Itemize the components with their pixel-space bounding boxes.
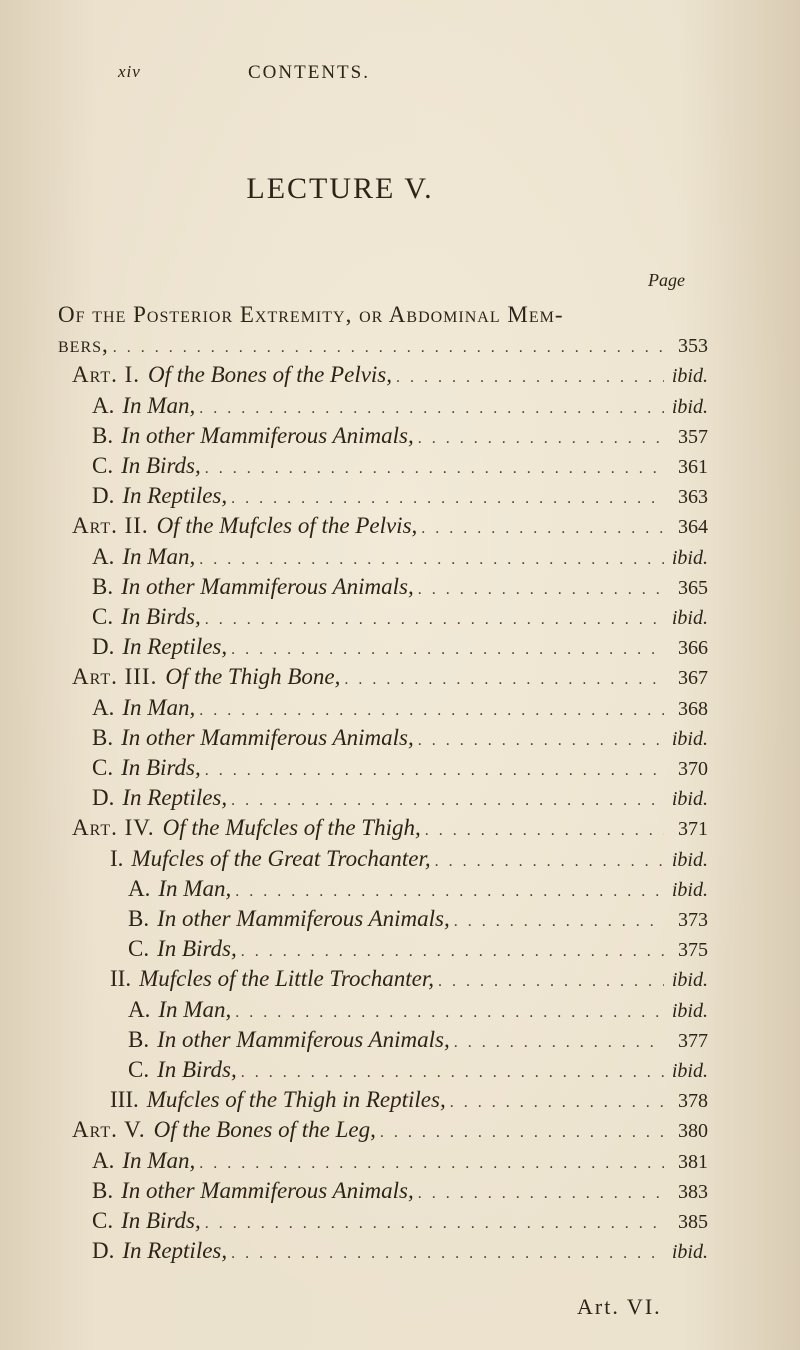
toc-entry-label: D. (92, 634, 115, 660)
dot-leader (231, 1239, 664, 1269)
toc-entry-page: 366 (678, 637, 708, 660)
toc-entry-text: Of the Bones of the Pelvis, (148, 362, 393, 388)
toc-entry-label: B. (92, 573, 114, 599)
toc-entry-label: C. (92, 755, 114, 780)
toc-entry-page: ibid. (671, 1241, 708, 1264)
toc-entry-label: D. (92, 483, 115, 509)
toc-entry-text: In other Mammiferous Animals, (121, 422, 414, 448)
dot-leader (235, 877, 664, 907)
toc-entry (128, 1055, 708, 1085)
toc-entry (92, 753, 708, 783)
toc-entry (92, 451, 708, 481)
toc-entry-text: In Birds, (157, 1057, 237, 1082)
toc-entry-page: ibid. (671, 365, 708, 388)
dot-leader (454, 1028, 664, 1058)
toc-entry (92, 572, 708, 602)
toc-entry-text: In Man, (122, 392, 196, 418)
toc-entry-page: 367 (678, 667, 708, 690)
dot-leader (241, 937, 664, 967)
toc-entry-label: B. (92, 724, 114, 750)
toc-entry-label: Art. V. (72, 1117, 146, 1143)
toc-entry (72, 511, 708, 541)
toc-entry-label: C. (92, 604, 114, 629)
dot-leader (380, 1118, 664, 1148)
toc-entry-text: bers, (58, 332, 109, 358)
dot-leader (454, 907, 664, 937)
toc-entry-text: Of the Mufcles of the Pelvis, (156, 513, 418, 539)
toc-entry (110, 1085, 708, 1115)
dot-leader (421, 514, 664, 544)
toc-entry (92, 391, 708, 421)
toc-entry-text: Mufcles of the Great Trochanter, (131, 845, 431, 871)
toc-entry-label: Art. I. (72, 362, 141, 388)
toc-entry-label: C. (128, 1057, 150, 1082)
toc-entry (92, 693, 708, 723)
dot-leader (199, 1149, 664, 1179)
toc-entry-page: 353 (678, 335, 708, 358)
toc-entry (128, 874, 708, 904)
catchword: Art. VI. (577, 1294, 662, 1319)
dot-leader (435, 847, 664, 877)
toc-entry-page: 383 (678, 1180, 708, 1203)
toc-entry-page: 375 (678, 939, 708, 962)
toc-entry-text: Of the Posterior Extremity, or Abdominal Mem- (58, 302, 564, 327)
dot-leader (396, 363, 664, 393)
page-column-label: Page (648, 270, 685, 290)
toc-entry-label: B. (128, 1026, 150, 1052)
toc-entry-page: ibid. (671, 727, 708, 750)
toc-entry-page: 365 (678, 576, 708, 599)
toc-entry-page: 368 (678, 697, 708, 720)
toc-entry (92, 723, 708, 753)
toc-entry-label: D. (92, 785, 115, 811)
toc-entry (110, 844, 708, 874)
toc-entry-label: Art. III. (72, 664, 158, 690)
toc-entry-text: In Birds, (121, 1208, 201, 1233)
toc-entry-page: 380 (678, 1120, 708, 1143)
toc-entry-text: In Man, (122, 543, 196, 569)
dot-leader (344, 665, 664, 695)
toc-entry-page: 371 (678, 818, 708, 841)
dot-leader (199, 394, 664, 424)
toc-entry-text: In Birds, (121, 755, 201, 780)
dot-leader (418, 575, 664, 605)
toc-entry-label: C. (92, 1208, 114, 1233)
toc-entry-text: Of the Bones of the Leg, (153, 1117, 376, 1143)
toc-entry (92, 1236, 708, 1266)
toc-entry (58, 330, 708, 360)
toc-entry (110, 964, 708, 994)
toc-entry-page: ibid. (671, 395, 708, 418)
toc-entry-text: In Birds, (157, 936, 237, 962)
toc-entry (72, 662, 708, 692)
dot-leader (241, 1058, 664, 1088)
toc-entry-label: I. (110, 845, 124, 871)
toc-entry-text: In Birds, (121, 604, 201, 629)
toc-entry-page: 377 (678, 1029, 708, 1052)
toc-entry-page: 361 (678, 456, 708, 478)
lecture-title: LECTURE V. (246, 172, 434, 205)
toc-entry-label: B. (128, 906, 150, 931)
toc-entry-text: In Reptiles, (122, 785, 228, 811)
toc-entry-text: In Man, (158, 996, 232, 1022)
toc-entry-page: 370 (678, 758, 708, 780)
toc-entry-text: Mufcles of the Little Trochanter, (139, 966, 435, 992)
dot-leader (113, 333, 664, 363)
toc-entry-page: ibid. (671, 969, 708, 992)
toc-entry-text: Of the Mufcles of the Thigh, (162, 815, 421, 841)
toc-entry (72, 360, 708, 390)
toc-entry (72, 813, 708, 843)
dot-leader (199, 696, 664, 726)
toc-entry-text: In Man, (122, 1147, 196, 1173)
toc-entry-page: 381 (678, 1150, 708, 1173)
toc-entry-label: C. (128, 936, 150, 962)
dot-leader (199, 545, 664, 575)
toc-entry (58, 300, 708, 330)
toc-entry-page: ibid. (671, 848, 708, 871)
toc-entry-label: II. (110, 966, 132, 992)
toc-entry-text: In Reptiles, (122, 1238, 228, 1264)
toc-entry-text: In other Mammiferous Animals, (157, 1026, 450, 1052)
toc-entry-label: A. (92, 392, 115, 418)
toc-entry (128, 995, 708, 1025)
dot-leader (205, 1209, 664, 1239)
toc-entry (72, 1115, 708, 1145)
dot-leader (418, 1179, 664, 1209)
folio-number: xiv (118, 62, 141, 81)
page-header (118, 62, 698, 102)
toc-entry (92, 542, 708, 572)
toc-entry-page: 357 (678, 425, 708, 448)
dot-leader (438, 967, 664, 997)
dot-leader (425, 816, 664, 846)
dot-leader (235, 998, 664, 1028)
toc-entry-text: In other Mammiferous Animals, (121, 573, 414, 599)
toc-entry-label: III. (110, 1087, 139, 1113)
dot-leader (205, 756, 664, 786)
toc-entry-text: In other Mammiferous Animals, (157, 906, 450, 931)
toc-entry-page: ibid. (671, 607, 708, 629)
dot-leader (205, 454, 664, 484)
toc-entry-text: In other Mammiferous Animals, (121, 1177, 414, 1203)
dot-leader (418, 726, 664, 756)
toc-entry (128, 904, 708, 934)
dot-leader (231, 635, 664, 665)
toc-entry (92, 602, 708, 632)
toc-entry-text: In Reptiles, (122, 634, 228, 660)
toc-entry (92, 1176, 708, 1206)
dot-leader (418, 424, 664, 454)
dot-leader (231, 786, 664, 816)
toc-entry-label: Art. II. (72, 513, 149, 539)
toc-entry (92, 632, 708, 662)
toc-entry (128, 1025, 708, 1055)
toc-entry-page: ibid. (671, 788, 708, 811)
toc-entry-page: ibid. (671, 546, 708, 569)
toc-entry-page: 378 (678, 1090, 708, 1113)
dot-leader (231, 484, 664, 514)
dot-leader (450, 1088, 664, 1118)
toc-entry-text: Mufcles of the Thigh in Reptiles, (146, 1087, 446, 1113)
toc-entry (128, 934, 708, 964)
toc-entry (92, 1206, 708, 1236)
toc-entry-label: A. (92, 694, 115, 720)
toc-entry (92, 481, 708, 511)
toc-entry-label: C. (92, 453, 114, 478)
toc-entry-text: Of the Thigh Bone, (165, 664, 341, 690)
toc-entry-page: ibid. (671, 999, 708, 1022)
toc-entry-label: A. (92, 1147, 115, 1173)
toc-entry-page: ibid. (671, 878, 708, 901)
toc-entry-page: 385 (678, 1211, 708, 1233)
toc-entry-label: A. (92, 543, 115, 569)
toc-entry (92, 1146, 708, 1176)
toc-entry-label: D. (92, 1238, 115, 1264)
dot-leader (205, 605, 664, 635)
toc-entry-label: Art. IV. (72, 815, 155, 841)
toc-entry-text: In Man, (122, 694, 196, 720)
toc-entry-text: In Reptiles, (122, 483, 228, 509)
toc-entry-page: ibid. (671, 1060, 708, 1082)
toc-entry-page: 363 (678, 486, 708, 509)
toc-entry-label: B. (92, 1177, 114, 1203)
toc-entry-text: In other Mammiferous Animals, (121, 724, 414, 750)
toc-entry-page: 373 (678, 909, 708, 931)
toc-entry-page: 364 (678, 516, 708, 539)
toc-entry-label: A. (128, 996, 151, 1022)
toc-entry-text: In Man, (158, 875, 232, 901)
toc-entry-text: In Birds, (121, 453, 201, 478)
toc-entry (92, 421, 708, 451)
toc-entry-label: A. (128, 875, 151, 901)
toc-entry (92, 783, 708, 813)
toc-entry-label: B. (92, 422, 114, 448)
running-head: CONTENTS. (248, 62, 370, 83)
